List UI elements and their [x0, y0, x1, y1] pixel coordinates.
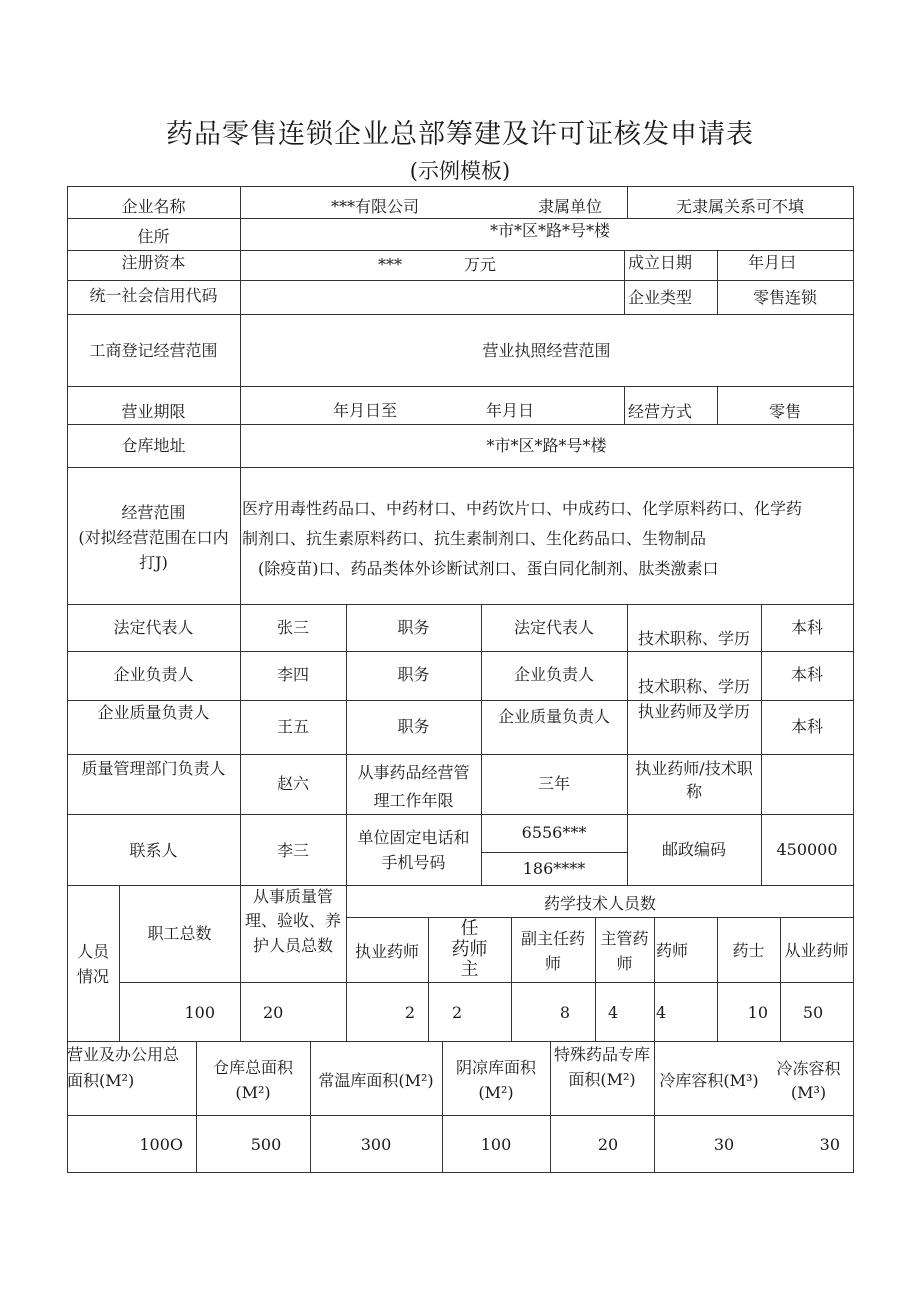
warehouse-value: *市*区*路*号*楼 — [486, 436, 607, 455]
legal-rep-edu: 本科 — [790, 618, 823, 637]
company-name-label: 企业名称 — [121, 197, 186, 216]
office-area-value: 100O — [139, 1135, 183, 1154]
office-area-label-2: 面积(M²) — [67, 1071, 135, 1090]
quality-head-edu-label: 执业药师及学历 — [637, 702, 750, 721]
affiliation-label: 隶属单位 — [537, 197, 602, 216]
col-chief-c: 主 — [460, 959, 479, 980]
address-value: *市*区*路*号*楼 — [489, 221, 610, 240]
cold-volume-label: 冷库容积(M³) — [659, 1071, 759, 1090]
affiliation-value: 无隶属关系可不填 — [675, 197, 804, 216]
col-licensed: 执业药师 — [354, 942, 419, 961]
special-area-label-2: 面积(M²) — [568, 1070, 636, 1089]
pharma-staff-label: 药学技术人员数 — [543, 894, 656, 913]
form-subtitle: (示例模板) — [409, 159, 511, 183]
licensed-value: 2 — [404, 1003, 415, 1022]
col-assistant: 药士 — [732, 941, 765, 960]
manager-edu: 本科 — [790, 665, 823, 684]
phone-label-1: 单位固定电话和 — [357, 828, 470, 847]
qm-cert-value — [761, 773, 853, 795]
qa-label-1: 从事质量管 — [252, 887, 333, 906]
credit-code-label: 统一社会信用代码 — [89, 286, 218, 305]
col-supervisor-b: 师 — [616, 954, 633, 973]
warehouse-area-label-1: 仓库总面积 — [212, 1058, 293, 1077]
freeze-volume-value: 30 — [819, 1135, 840, 1154]
quality-head-name: 王五 — [276, 717, 309, 736]
staff-total-value: 100 — [184, 1003, 215, 1022]
founded-label: 成立日期 — [628, 253, 693, 272]
col-chief-b: 药师 — [451, 939, 488, 960]
qm-years-label-1: 从事药品经营管 — [357, 763, 470, 782]
qm-years-value: 三年 — [537, 774, 570, 793]
company-type-value: 零售连锁 — [752, 288, 817, 307]
credit-code-value — [240, 285, 624, 307]
supervisor-value: 4 — [608, 1003, 619, 1022]
quality-head-edu: 本科 — [790, 717, 823, 736]
scope-label-1: 经营范围 — [121, 503, 186, 522]
capital-label: 注册资本 — [121, 253, 186, 272]
normal-area-value: 300 — [360, 1135, 392, 1154]
scope-list — [242, 494, 848, 584]
assistant-value: 10 — [747, 1003, 768, 1022]
staff-section-label-1: 人员 — [76, 942, 109, 961]
company-name-value: ***有限公司 — [330, 197, 419, 216]
special-area-value: 20 — [597, 1135, 619, 1154]
scope-label-2: (对拟经营范围在口内 — [78, 528, 229, 547]
col-chief-a: 任 — [460, 918, 479, 939]
legal-rep-duty: 法定代表人 — [513, 618, 594, 637]
mode-value: 零售 — [768, 402, 801, 421]
col-assoc-a: 副主任药 — [520, 929, 585, 948]
office-area-label-1: 营业及办公用总 — [67, 1045, 180, 1064]
freeze-volume-label-1: 冷冻容积 — [776, 1059, 841, 1078]
chief-value: 2 — [452, 1003, 463, 1022]
legal-rep-name: 张三 — [276, 618, 309, 637]
manager-edu-label: 技术职称、学历 — [637, 677, 750, 696]
biz-scope-label: 工商登记经营范围 — [89, 341, 218, 360]
phone-label-2: 手机号码 — [381, 853, 446, 872]
legal-rep-edu-label: 技术职称、学历 — [637, 629, 750, 648]
special-area-label-1: 特殊药品专库 — [553, 1045, 650, 1064]
qa-label-3: 护人员总数 — [252, 936, 333, 955]
manager-name: 李四 — [276, 665, 309, 684]
capital-unit: 万元 — [463, 255, 496, 274]
company-type-label: 企业类型 — [628, 288, 693, 307]
mode-label: 经营方式 — [628, 402, 693, 421]
warehouse-area-value: 500 — [250, 1135, 282, 1154]
warehouse-label: 仓库地址 — [121, 436, 186, 455]
freeze-volume-label-2: (M³) — [790, 1083, 827, 1102]
scope-label-3: 打J) — [139, 553, 168, 572]
col-assoc-b: 师 — [544, 954, 561, 973]
qm-head-name: 赵六 — [276, 774, 309, 793]
contact-name: 李三 — [276, 841, 309, 860]
form-title: 药品零售连锁企业总部筹建及许可证核发申请表 — [166, 119, 754, 150]
qm-cert-label-1: 执业药师/技术职 — [635, 759, 753, 778]
warehouse-area-label-2: (M²) — [235, 1083, 271, 1102]
assoc-chief-value: 8 — [559, 1003, 570, 1022]
address-label: 住所 — [137, 227, 170, 246]
term-label: 营业期限 — [121, 402, 186, 421]
practitioner-value: 50 — [802, 1003, 824, 1022]
quality-head-label: 企业质量负责人 — [97, 703, 210, 722]
capital-value: *** — [378, 255, 402, 274]
manager-duty: 企业负责人 — [513, 665, 594, 684]
phone-1: 6556*** — [521, 823, 587, 842]
qa-label-2: 理、验收、养 — [244, 911, 341, 930]
col-supervisor-a: 主管药 — [600, 929, 649, 948]
legal-rep-label: 法定代表人 — [113, 618, 194, 637]
manager-duty-label: 职务 — [397, 665, 430, 684]
scope-line: 制剂口、抗生素原料药口、抗生素制剂口、生化药品口、生物制品 — [242, 529, 707, 548]
term-to: 年月日 — [485, 401, 534, 420]
cool-area-value: 100 — [480, 1135, 512, 1154]
phone-2: 186**** — [522, 859, 586, 878]
scope-line: (除疫苗)口、药品类体外诊断试剂口、蛋白同化制剂、肽类激素口 — [258, 559, 719, 578]
contact-label: 联系人 — [129, 841, 178, 860]
qa-total-value: 20 — [263, 1003, 284, 1022]
quality-head-duty: 企业质量负责人 — [497, 707, 610, 726]
staff-total-label: 职工总数 — [147, 924, 212, 943]
pharmacist-value: 4 — [656, 1003, 667, 1022]
biz-scope-value: 营业执照经营范围 — [482, 341, 611, 360]
col-practitioner: 从业药师 — [784, 941, 849, 960]
scope-line: 医疗用毒性药品口、中药材口、中药饮片口、中成药口、化学原料药口、化学药 — [242, 499, 803, 518]
cold-volume-value: 30 — [713, 1135, 735, 1154]
cool-area-label-2: (M²) — [478, 1083, 514, 1102]
normal-area-label: 常温库面积(M²) — [318, 1071, 434, 1090]
qm-years-label-2: 理工作年限 — [373, 791, 454, 810]
cool-area-label-1: 阴凉库面积 — [455, 1058, 536, 1077]
col-pharmacist: 药师 — [656, 941, 689, 960]
founded-value: 年月曰 — [747, 253, 796, 272]
staff-section-label-2: 情况 — [76, 967, 109, 986]
qm-cert-label-2: 称 — [685, 782, 702, 801]
postcode-label: 邮政编码 — [661, 840, 726, 859]
qm-head-label: 质量管理部门负责人 — [81, 759, 226, 778]
manager-label: 企业负责人 — [113, 665, 194, 684]
legal-rep-duty-label: 职务 — [397, 618, 430, 637]
postcode-value: 450000 — [776, 840, 838, 859]
term-from: 年月日至 — [332, 401, 397, 420]
quality-head-duty-label: 职务 — [397, 717, 430, 736]
